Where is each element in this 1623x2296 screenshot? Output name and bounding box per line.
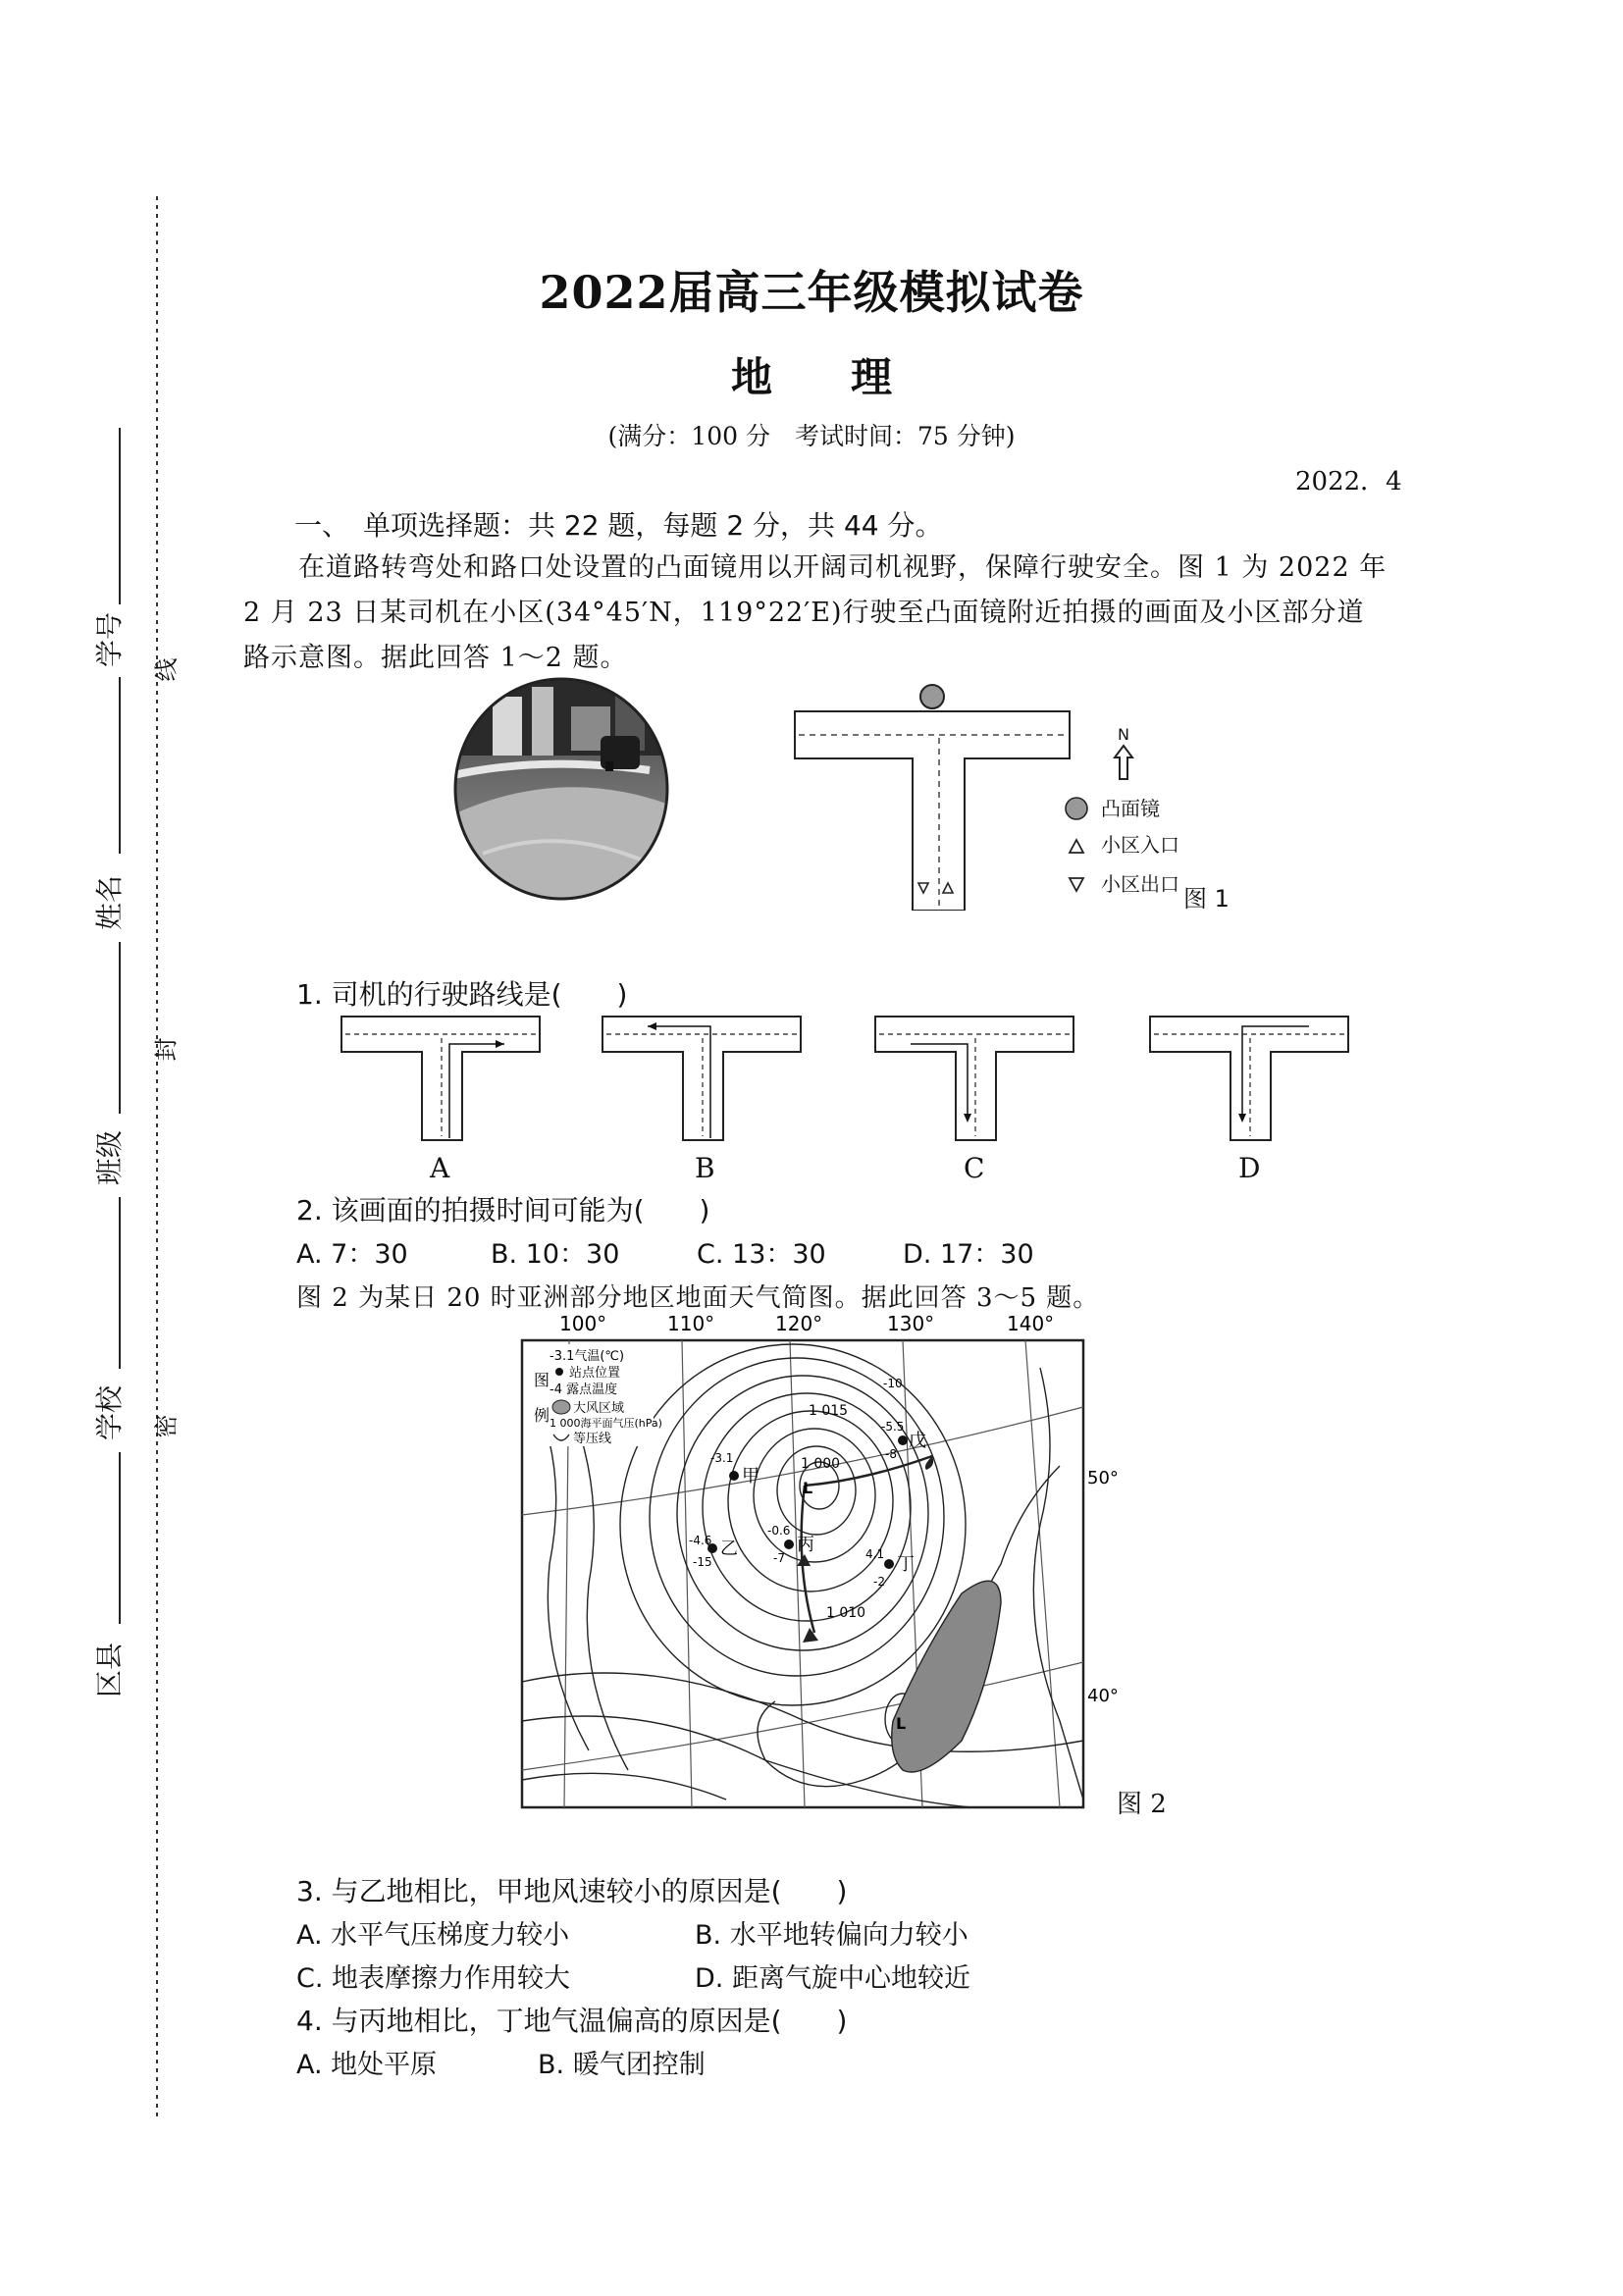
legend-title-tu: 图	[534, 1371, 550, 1389]
figure2-intro: 图 2 为某日 20 时亚洲部分地区地面天气简图。据此回答 3～5 题。	[296, 1283, 1100, 1313]
value-wu-dew: -8	[885, 1447, 897, 1461]
station-wu	[898, 1435, 908, 1445]
field-school-line[interactable]	[119, 1197, 121, 1369]
field-name-label: 姓名	[93, 874, 127, 931]
lon-120: 120°	[775, 1312, 823, 1335]
q3-stem: 3. 与乙地相比，甲地风速较小的原因是( )	[296, 1875, 848, 1907]
cut-line	[147, 196, 167, 2119]
weather-map	[510, 1309, 1119, 1823]
q1-label-d[interactable]: D	[1238, 1152, 1261, 1184]
value-ding-temp: 4.1	[865, 1547, 885, 1561]
q2-option-b[interactable]: B. 10：30	[491, 1239, 620, 1270]
legend-temperature: -3.1气温(℃)	[550, 1349, 625, 1364]
exam-info: (满分：100 分 考试时间：75 分钟)	[607, 422, 1016, 450]
figure1-caption: 图 1	[1183, 885, 1230, 913]
legend-title-li: 例	[534, 1406, 550, 1425]
cut-mark-mi: 密	[152, 1414, 181, 1438]
low-center-2: L	[896, 1714, 907, 1733]
legend-isobar: 等压线	[573, 1432, 612, 1446]
q1-option-c-diagram[interactable]	[873, 1013, 1079, 1146]
figure1-legend	[1064, 795, 1270, 907]
value-wu-temp: -5.5	[881, 1420, 905, 1434]
field-school-label: 学校	[93, 1384, 127, 1441]
place-bing: 丙	[797, 1535, 814, 1555]
field-class-line[interactable]	[119, 942, 121, 1114]
isobar-1000: 1 000	[801, 1456, 841, 1472]
value-ding-dew: -2	[873, 1575, 885, 1589]
lat-40: 40°	[1087, 1686, 1119, 1706]
field-county-label: 区县	[93, 1642, 127, 1698]
lon-130: 130°	[887, 1312, 935, 1335]
legend-gale-icon	[552, 1400, 570, 1414]
q3-option-c[interactable]: C. 地表摩擦力作用较大	[296, 1963, 571, 1994]
field-name-line[interactable]	[119, 677, 121, 854]
lon-140: 140°	[1007, 1312, 1055, 1335]
q1-label-a[interactable]: A	[430, 1152, 450, 1184]
lat-50: 50°	[1087, 1468, 1119, 1488]
q4-option-b[interactable]: B. 暖气团控制	[538, 2050, 706, 2080]
q1-option-a-diagram[interactable]	[340, 1013, 546, 1146]
value-bing-temp: -0.6	[767, 1524, 791, 1538]
q1-stem: 1. 司机的行驶路线是( )	[296, 978, 628, 1011]
place-ding: 丁	[897, 1554, 915, 1575]
intro-paragraph: 在道路转弯处和路口处设置的凸面镜用以开阔司机视野，保障行驶安全。图 1 为 2022 年 2 月 23 日某司机在小区(34°45′N，119°22′E)行驶至凸面镜附近拍摄的画面及小区部分道路示意图。据此回答 1～2 题。	[243, 552, 1387, 673]
cut-mark-xian: 线	[152, 657, 181, 682]
q4-stem: 4. 与丙地相比，丁地气温偏高的原因是( )	[296, 2005, 848, 2037]
exam-title: 2022届高三年级模拟试卷	[539, 266, 1084, 319]
field-county-line[interactable]	[119, 1452, 121, 1624]
section-heading: 一、 单项选择题：共 22 题，每题 2 分，共 44 分。	[294, 509, 943, 542]
q2-option-a[interactable]: A. 7：30	[296, 1239, 408, 1270]
q3-option-d[interactable]: D. 距离气旋中心地较近	[695, 1963, 970, 1994]
q1-label-c[interactable]: C	[964, 1152, 985, 1184]
legend-exit-icon	[1070, 878, 1083, 891]
figure2-caption: 图 2	[1117, 1790, 1167, 1819]
low-center-1: L	[803, 1479, 813, 1497]
q2-option-d[interactable]: D. 17：30	[903, 1239, 1034, 1270]
q1-option-b-diagram[interactable]	[601, 1013, 807, 1146]
q1-option-d-diagram[interactable]	[1148, 1013, 1354, 1146]
legend-station-icon	[555, 1368, 563, 1376]
value-north-station: -10	[883, 1377, 903, 1390]
svg-text:N: N	[1118, 726, 1129, 744]
q3-option-b[interactable]: B. 水平地转偏向力较小	[695, 1920, 969, 1951]
q2-option-c[interactable]: C. 13：30	[697, 1239, 826, 1270]
north-arrow	[1109, 726, 1138, 789]
legend-gale: 大风区域	[573, 1401, 625, 1416]
svg-text:凸面镜: 凸面镜	[1101, 797, 1160, 820]
field-student-id-line[interactable]	[119, 428, 121, 604]
value-bing-dew: -7	[773, 1551, 785, 1565]
q2-stem: 2. 该画面的拍摄时间可能为( )	[296, 1194, 710, 1226]
station-jia	[729, 1471, 739, 1481]
q3-option-a[interactable]: A. 水平气压梯度力较小	[296, 1920, 570, 1951]
place-wu: 戊	[909, 1431, 926, 1451]
q4-option-a[interactable]: A. 地处平原	[296, 2050, 438, 2080]
legend-dewpoint: -4 露点温度	[550, 1383, 618, 1397]
exam-date: 2022．4	[1295, 467, 1402, 496]
legend-entrance-icon	[1070, 840, 1083, 853]
convex-mirror-photo	[453, 677, 669, 905]
value-yi-temp: -4.6	[689, 1534, 712, 1547]
svg-text:小区出口: 小区出口	[1101, 872, 1179, 896]
field-class-label: 班级	[93, 1129, 127, 1186]
svg-text:小区入口: 小区入口	[1101, 833, 1179, 857]
field-student-id-label: 学号	[93, 611, 127, 668]
q1-label-b[interactable]: B	[695, 1152, 715, 1184]
mirror-marker	[920, 685, 944, 708]
legend-pressure: 1 000海平面气压(hPa)	[550, 1417, 662, 1430]
legend-station: 站点位置	[569, 1366, 621, 1381]
station-bing	[784, 1539, 794, 1549]
place-yi: 乙	[720, 1539, 738, 1559]
isobar-1010: 1 010	[826, 1605, 866, 1621]
isobar-1015: 1 015	[809, 1403, 849, 1419]
station-ding	[884, 1559, 894, 1569]
subject-title: 地理	[730, 353, 970, 401]
lon-100: 100°	[559, 1312, 607, 1335]
value-jia-temp: -3.1	[710, 1451, 734, 1465]
cut-mark-feng: 封	[152, 1037, 181, 1062]
value-yi-dew: -15	[693, 1555, 712, 1569]
legend-mirror-icon	[1066, 798, 1087, 819]
place-jia: 甲	[742, 1466, 759, 1487]
lon-110: 110°	[667, 1312, 715, 1335]
